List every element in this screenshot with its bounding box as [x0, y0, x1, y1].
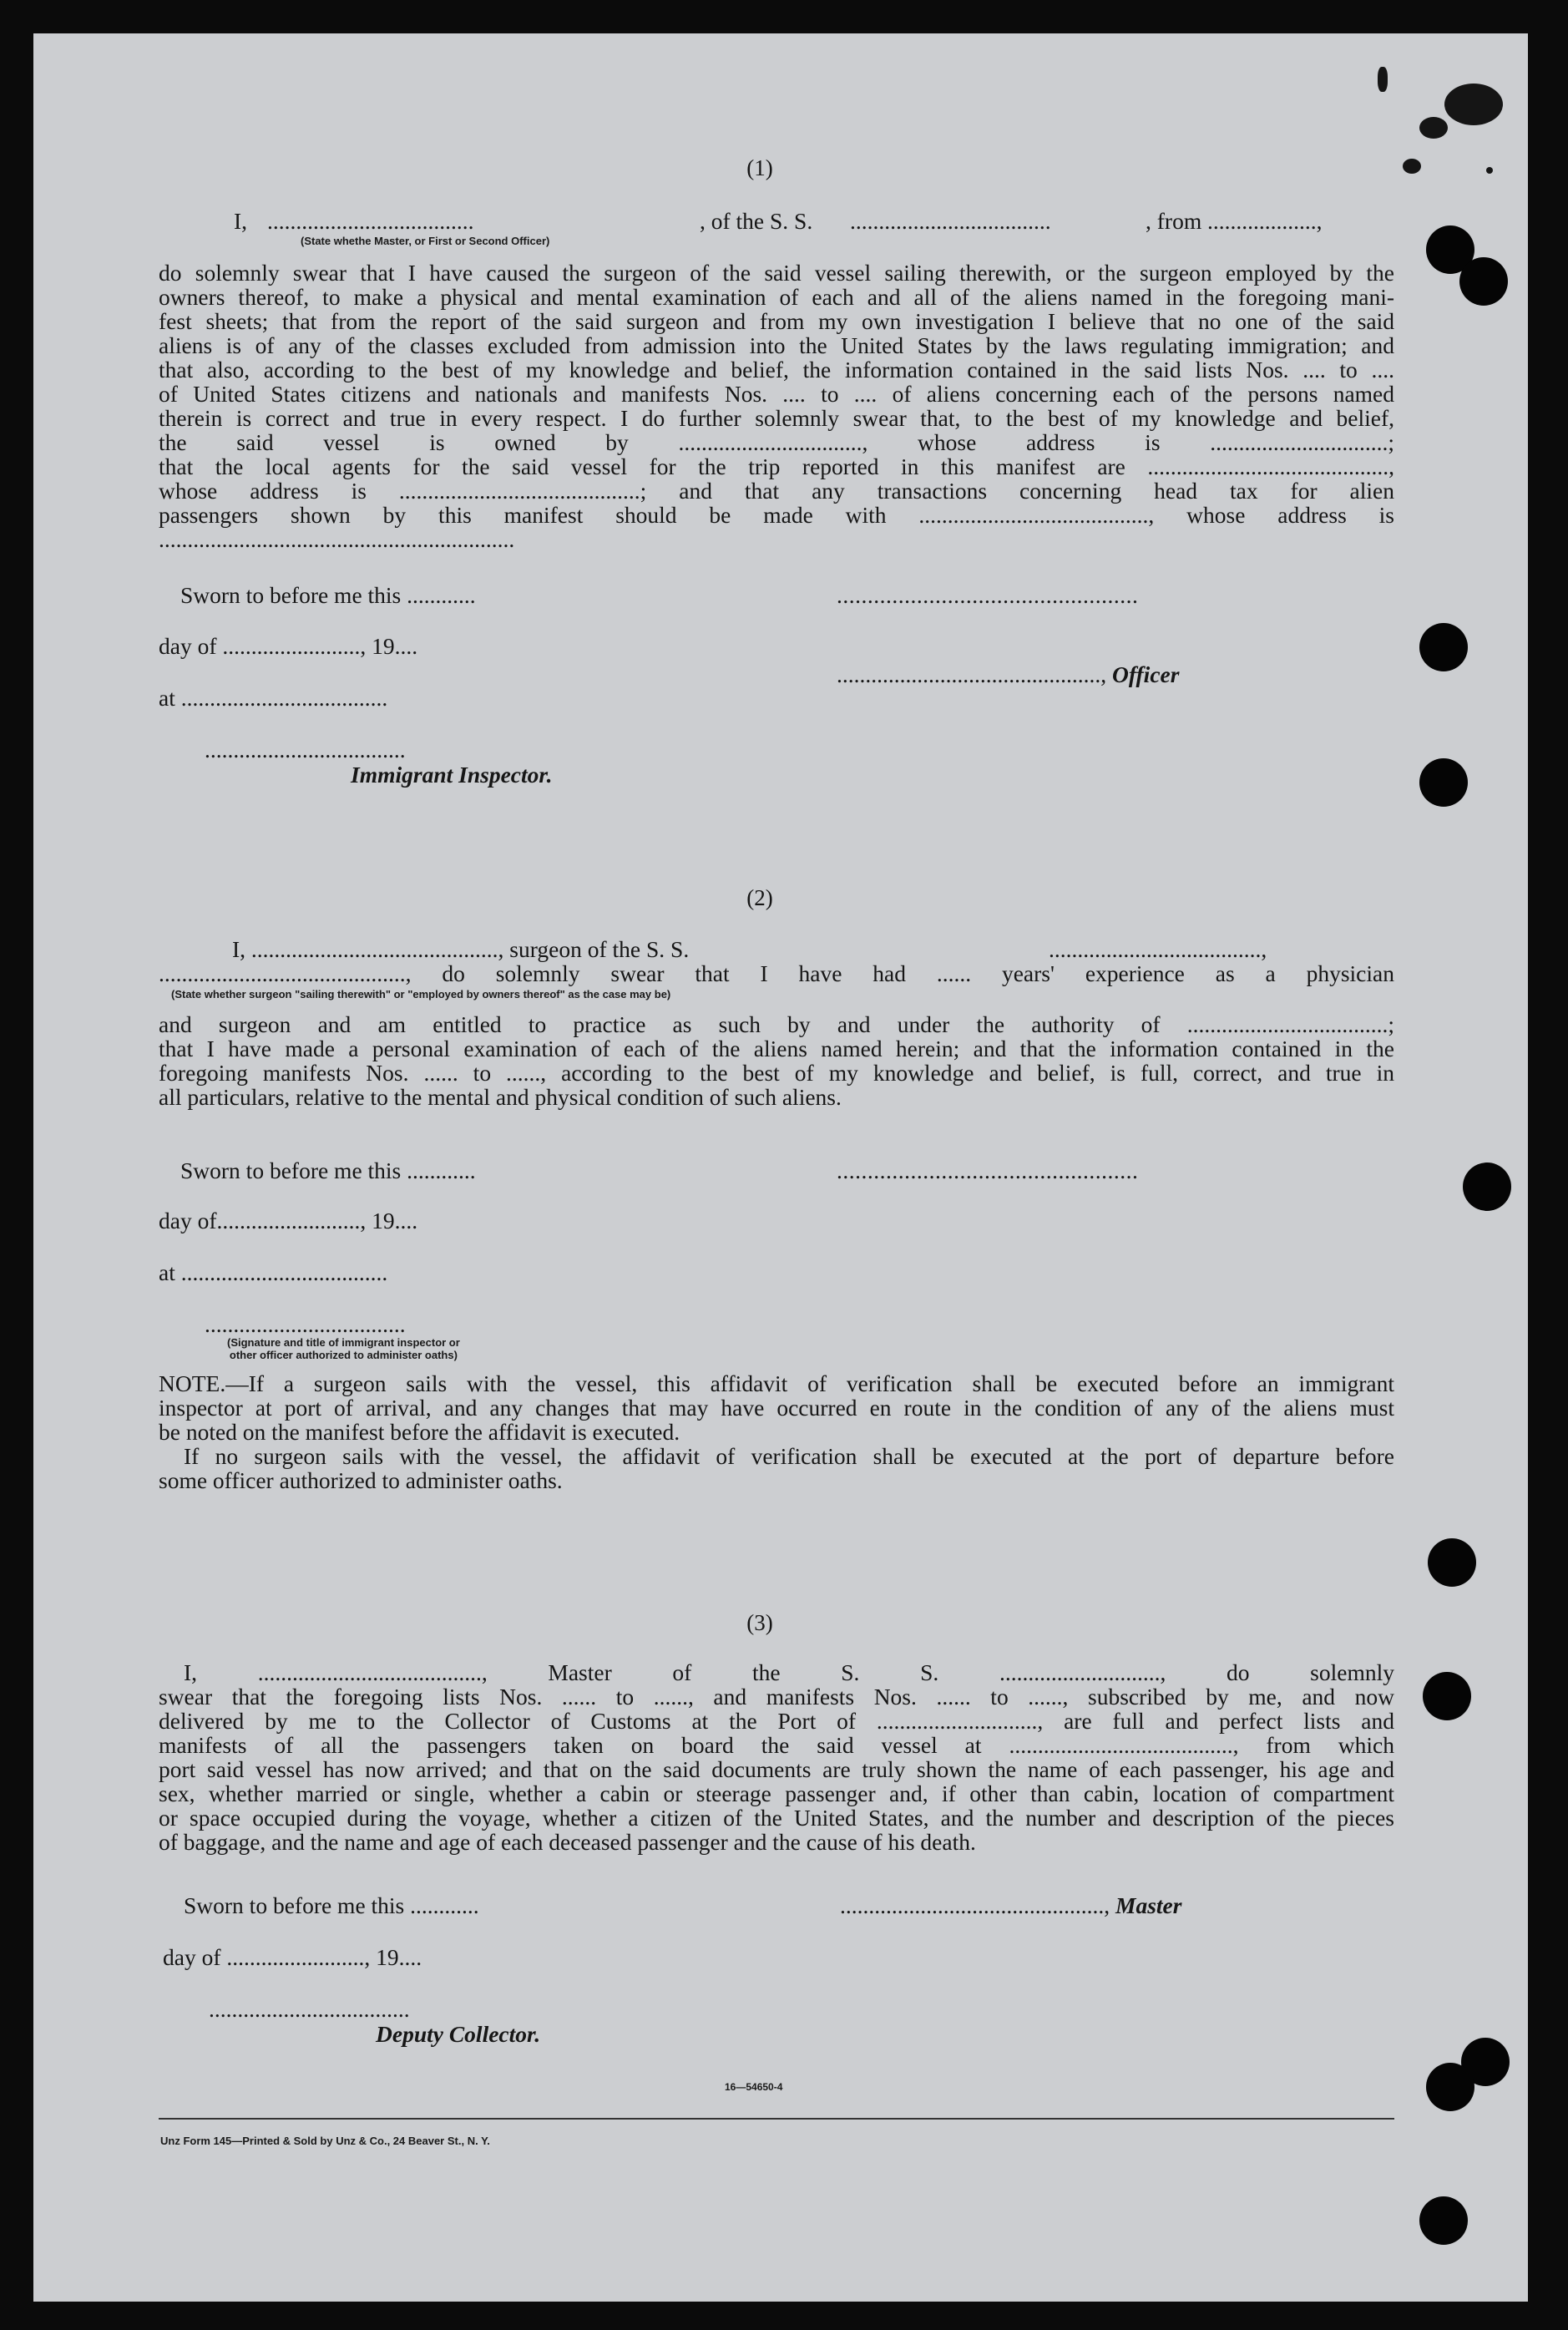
s2-authority-note: (Signature and title of immigrant inspector or other officer authorized to administer oaths) [227, 1336, 460, 1361]
s1-inspector-label: Immigrant Inspector. [351, 762, 553, 788]
s3-master-line: .............................................., Master [840, 1892, 1182, 1918]
s1-day-line: day of ........................, 19.... [159, 633, 418, 659]
section-2-number: (2) [746, 885, 773, 910]
s1-inspector-dots: ................................... [205, 737, 406, 762]
s2-sworn-line: Sworn to before me this ............ [180, 1157, 476, 1183]
s1-at-line: at .................................... [159, 685, 388, 711]
s2-surgeon-note: (State whether surgeon "sailing therewith" or "employed by owners thereof" as the case may be) [171, 988, 671, 1000]
s1-officer-note: (State whethe Master, or First or Second Officer) [301, 235, 550, 247]
master-label: Master [1115, 1892, 1182, 1918]
s1-officer-line: .............................................., Officer [837, 661, 1180, 687]
form-sheet: (1) I, .................................... , of the S. S. ................................... , from ..................., (State whethe Master, or First or Second Officer) do solemnly swear that I have caused the surgeon of the said vessel sailing therewith, or the surgeon employed by the owners thereof, to make a physical and mental examination of each and all of the aliens named in the foregoing mani- fest sheets; that from the report of the said surgeon and from my own investigation I believe that no one of the said aliens is of any of the classes excluded from admission into the United States by the laws regulating immigration; and that also, according to the best of my knowledge and belief, the information contained in the said lists Nos. .... to .... of United States citizens and nationals and manifests Nos. .... to .... of aliens concerning each of the persons named therein is correct and true in every respect. I do further solemnly swear that, to the best of my knowledge and belief, the said vessel is owned by ................................, whose address is ...............................; that the local agents for the said vessel for the trip reported in this manifest are .........................................., whose address is ..........................................; and that any transactions concerning head tax for alien passengers shown by this manifest should be made with ........................................, whose address is .............................................................. Sworn to before me this ............ ................................................. day of ........................, 19.... .............................................., Officer at .................................... ................................... Immigrant Inspector. (2) I, ..........................................., surgeon of the S. S. ....................................., ..........................................., do solemnly swear that I have had ...... years' experience as a physician (State whether surgeon "sailing therewith" or "employed by owners thereof" as the case may be) and surgeon and am entitled to practice as such by and under the authority of ...................................; that I have made a personal examination of each of the aliens named herein; and that the information contained in the foregoing manifests Nos. ...... to ......, according to the best of my knowledge and belief, is full, correct, and true in all particulars, relative to the mental and physical condition of such aliens. Sworn to before me this ............ ................................................. day of........................., 19.... at .................................... ................................... (Signature and title of immigrant inspector or other officer authorized to administer oaths) NOTE.—If a surgeon sails with the vessel, this affidavit of verification shall be executed before an immigrant inspector at port of arrival, and any changes that may have occurred en route in the condition of any of the aliens must be noted on the manifest before the affidavit is executed. If no surgeon sails with the vessel, the affidavit of verification shall be executed at the port of departure before some officer authorized to administer oaths. (3) I, ......................................., Master of the S. S. ............................, do solemnly swear that the foregoing lists Nos. ...... to ......, and manifests Nos. ...... to ......, subscribed by me, and now delivered by me to the Collector of Customs at the Port of ............................, are full and perfect lists and manifests of all the passengers taken on board the said vessel at ......................................., from which port said vessel has now arrived; and that on the said documents are truly shown the name of each passenger, his age and sex, whether married or single, whether a cabin or steerage passenger and, if other than cabin, location of compartment or space occupied during the voyage, whether a citizen of the United States, and the number and description of the pieces of baggage, and the name and age of each deceased passenger and the cause of his death. Sworn to before me this ............ .............................................., Master day of ........................, 19.... ................................... Deputy Collector. 16—54650-4 Unz Form 145—Printed & Sold by Unz & Co., 24 Beaver St., N. Y. [33, 33, 1528, 2302]
s3-sworn-line: Sworn to before me this ............ [184, 1892, 479, 1918]
footer-rule [159, 2118, 1394, 2120]
printer-footer: Unz Form 145—Printed & Sold by Unz & Co., 24 Beaver St., N. Y. [160, 2135, 490, 2147]
s3-collector-dots: ................................... [209, 1996, 410, 2022]
s2-day-line: day of........................., 19.... [159, 1208, 418, 1233]
form-code: 16—54650-4 [725, 2081, 783, 2093]
s2-signature-line: ................................................. [837, 1157, 1139, 1183]
s2-at-line: at .................................... [159, 1259, 388, 1285]
s3-collector-label: Deputy Collector. [376, 2021, 541, 2047]
section-3-number: (3) [746, 1610, 773, 1635]
s1-sworn-line: Sworn to before me this ............ [180, 582, 476, 608]
s3-day-line: day of ........................, 19.... [163, 1944, 422, 1970]
s2-authority-dots: ................................... [205, 1311, 406, 1337]
section-1-number: (1) [746, 155, 773, 180]
s2-second-line: ..........................................., do solemnly swear that I have had ...... years' experience as a physician [159, 960, 1394, 986]
s1-signature-line: ................................................. [837, 582, 1139, 608]
officer-label: Officer [1112, 661, 1180, 687]
